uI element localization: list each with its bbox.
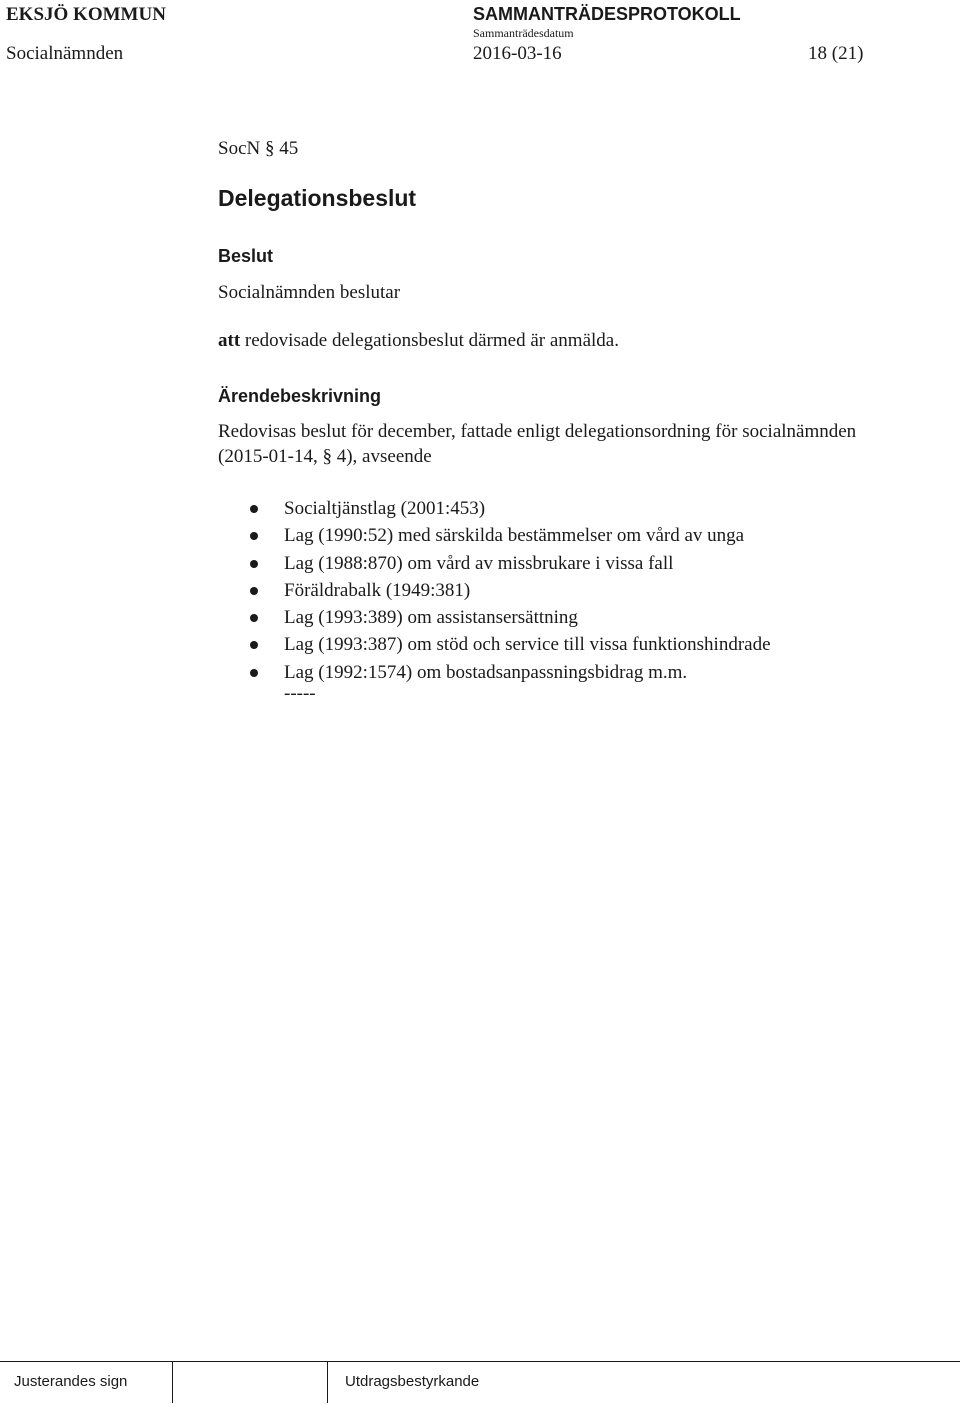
committee-name: Socialnämnden [6,43,124,64]
bullet-icon [250,641,258,649]
certified-label: Utdragsbestyrkande [345,1373,480,1390]
list-item [250,631,771,658]
organization-name: EKSJÖ KOMMUN [6,4,166,25]
case-text-line2: (2015-01-14, § 4), avseende [218,446,432,467]
list-item [250,550,771,577]
law-text: Socialtjänstlag (2001:453) [284,498,486,519]
section-title: Delegationsbeslut [218,185,417,211]
end-marker: ----- [284,683,316,704]
att-keyword: att [218,330,241,351]
footer-separator [172,1361,173,1403]
list-item [250,604,771,631]
document-type: SAMMANTRÄDESPROTOKOLL [473,4,741,24]
decision-heading: Beslut [218,246,274,266]
list-item [250,495,771,522]
law-text: Lag (1990:52) med särskilda bestämmelser om vård av unga [284,525,745,547]
law-text: Lag (1993:389) om assistansersättning [284,607,578,629]
list-item [250,577,771,604]
law-list [250,495,771,686]
sign-label: Justerandes sign [14,1373,128,1390]
list-item [250,522,771,549]
law-text: Föräldrabalk (1949:381) [284,579,471,601]
paragraph-reference: SocN § 45 [218,138,299,159]
bullet-icon [250,587,258,595]
decision-text: redovisade delegationsbeslut därmed är anmälda. [244,330,619,351]
list-item [250,659,771,686]
footer-divider [0,1361,960,1362]
law-text: Lag (1992:1574) om bostadsanpassningsbidrag m.m. [284,661,688,683]
law-text: Lag (1993:387) om stöd och service till vissa funktionshindrade [284,634,771,656]
page-number: 18 (21) [808,43,864,64]
bullet-icon [250,532,258,540]
date-label: Sammanträdesdatum [473,26,574,40]
bullet-icon [250,505,258,513]
case-heading: Ärendebeskrivning [218,386,382,406]
decision-statement [218,330,619,352]
bullet-icon [250,669,258,677]
case-text-line1: Redovisas beslut för december, fattade enligt delegationsordning för socialnämnden [218,421,857,442]
footer-separator [327,1361,328,1403]
bullet-icon [250,614,258,622]
bullet-icon [250,560,258,568]
decision-intro: Socialnämnden beslutar [218,282,401,303]
law-text: Lag (1988:870) om vård av missbrukare i vissa fall [284,552,674,574]
meeting-date: 2016-03-16 [473,43,562,64]
